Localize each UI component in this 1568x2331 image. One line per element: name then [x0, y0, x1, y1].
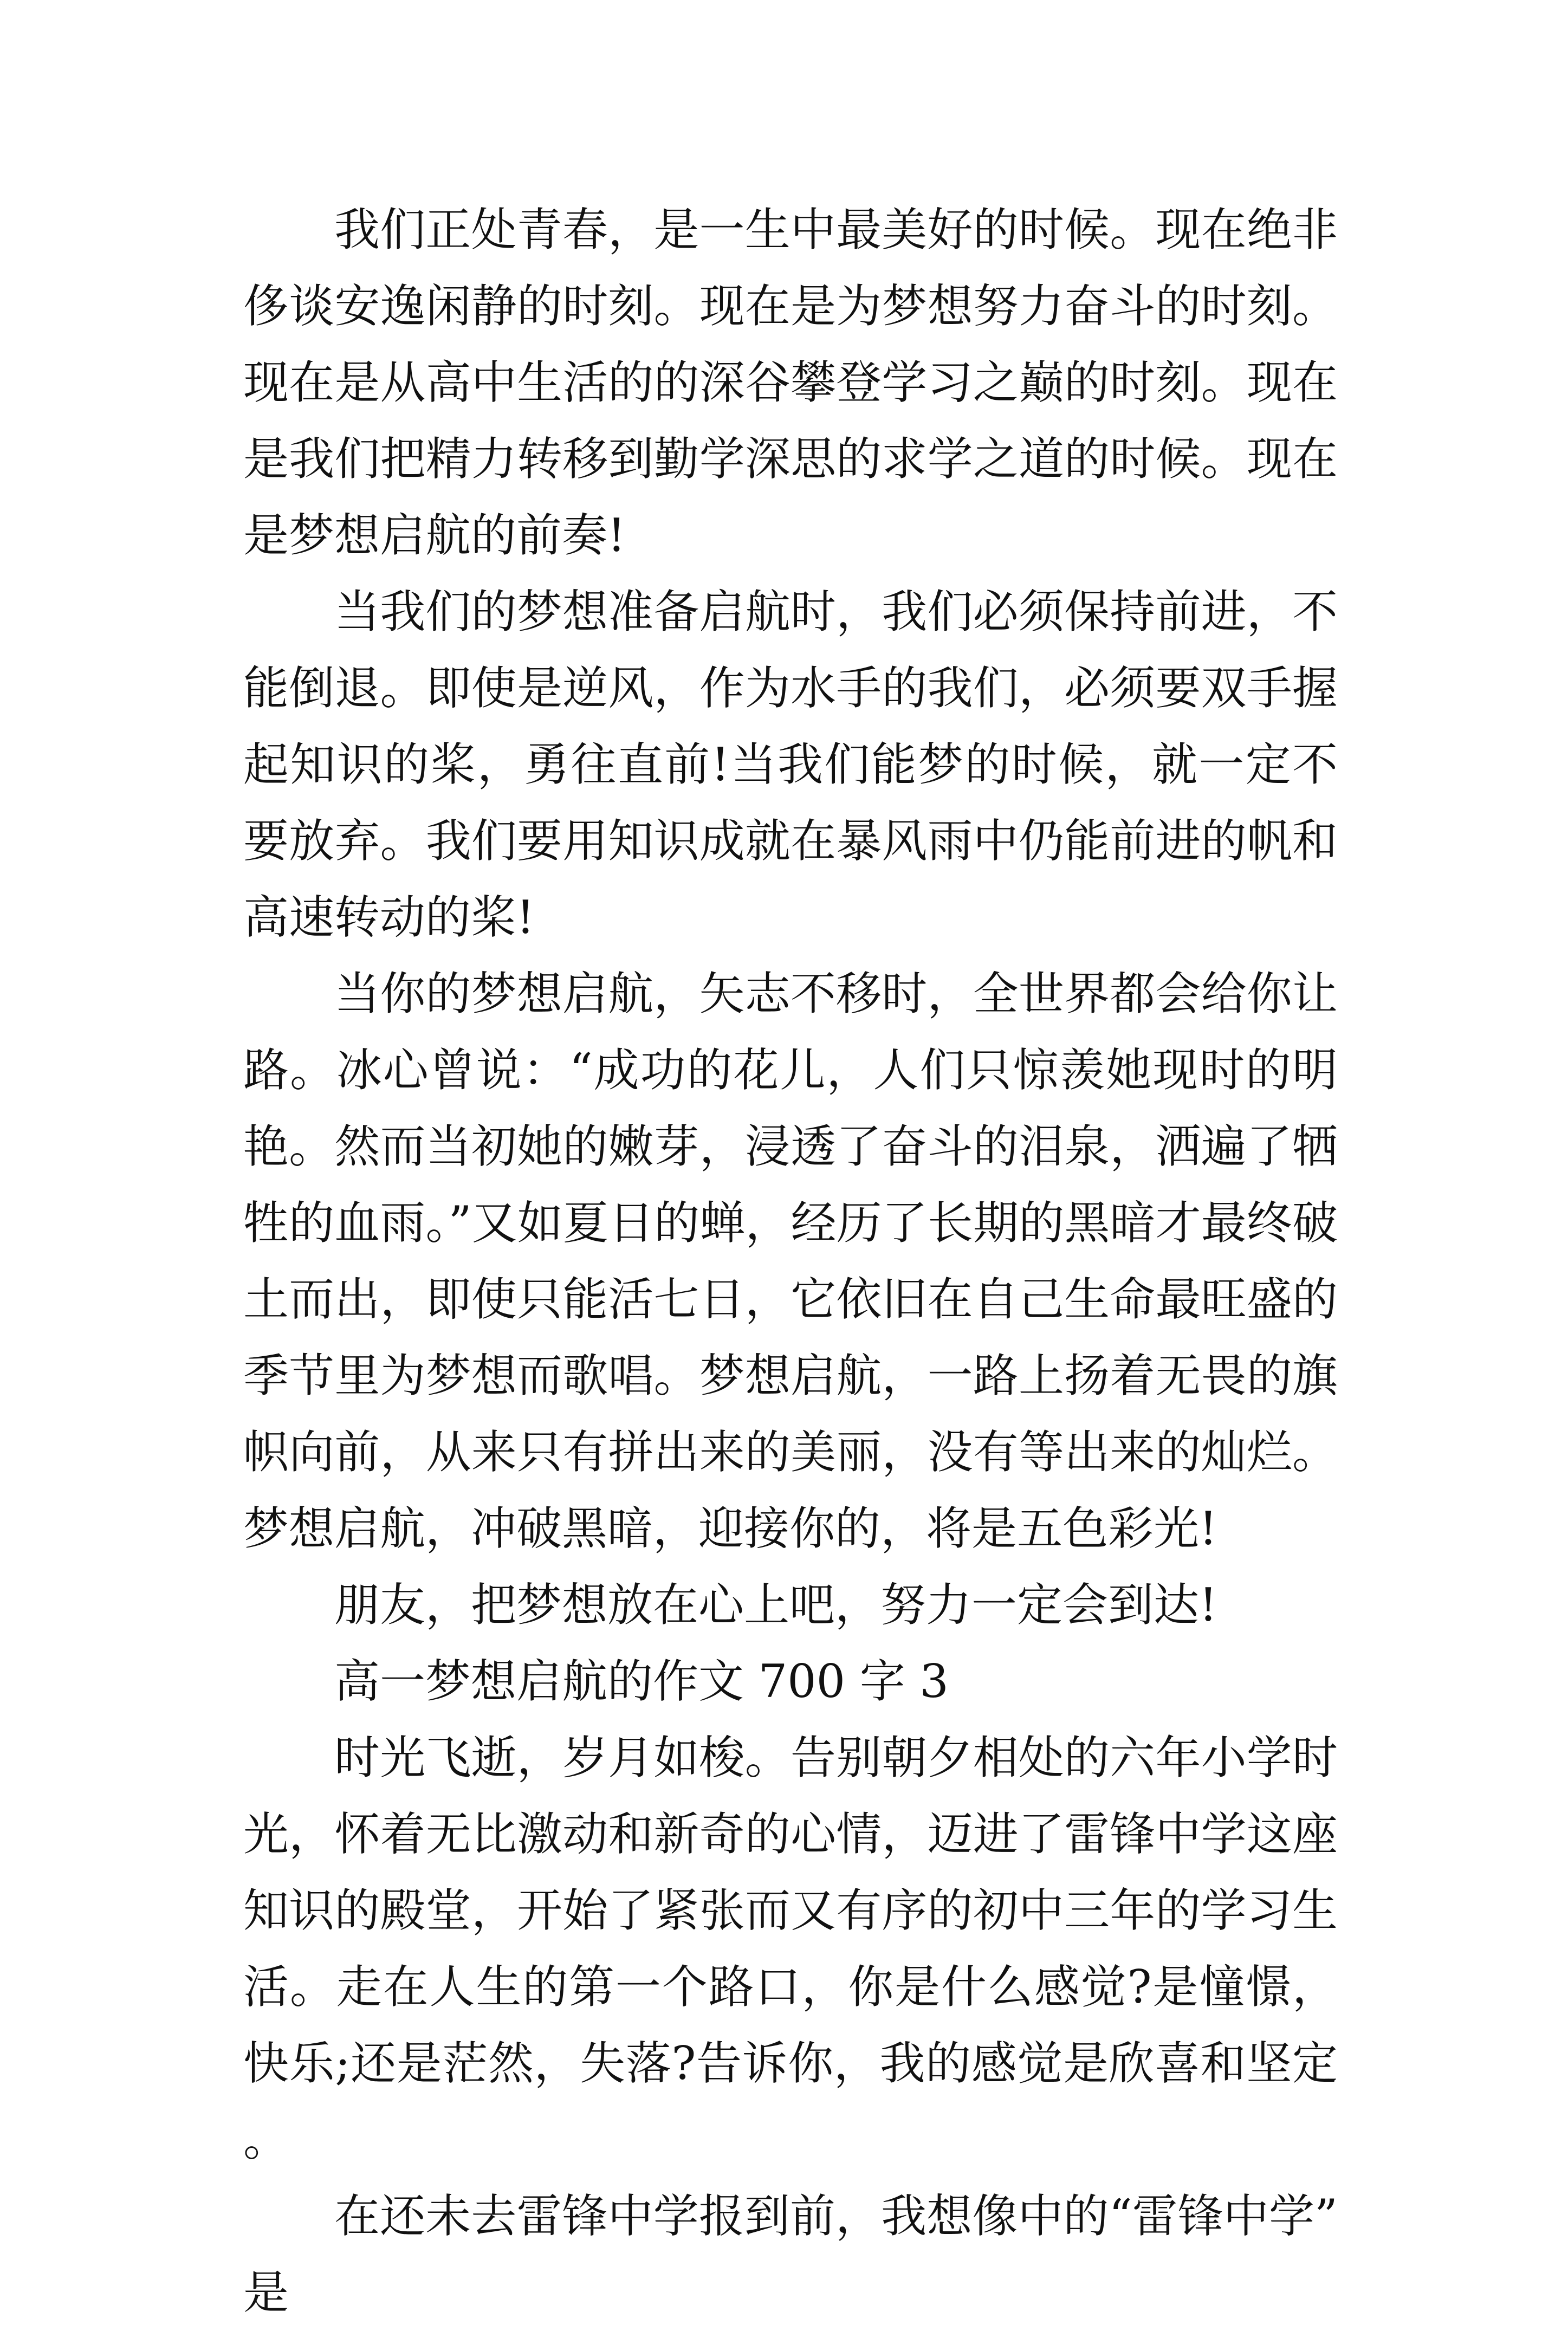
paragraph-youth: 我们正处青春，是一生中最美好的时候。现在绝非侈谈安逸闲静的时刻。现在是为梦想努力奋斗的时刻。现在是从高中生活的的深谷攀登学习之巅的时刻。现在是我们把精力转移到勤学深思的求学之道的时候。现在是梦想启航的前奏!: [243, 203, 1338, 562]
paragraph-before-enrollment: 在还未去雷锋中学报到前，我想像中的“雷锋中学”是: [243, 2190, 1338, 2319]
paragraph-persistence: 当你的梦想启航，矢志不移时，全世界都会给你让路。冰心曾说：“成功的花儿，人们只惊羡她现时的明艳。然而当初她的嫩芽，浸透了奋斗的泪泉，洒遍了牺牲的血雨。”又如夏日的蝉，经历了长期的黑暗才最终破土而出，即使只能活七日，它依旧在自己生命最旺盛的季节里为梦想而歌唱。梦想启航，一路上扬着无畏的旗帜向前，从来只有拼出来的美丽，没有等出来的灿烂。梦想启航，冲破黑暗，迎接你的，将是五色彩光!: [243, 967, 1338, 1555]
essay-heading: 高一梦想启航的作文 700 字 3: [334, 1655, 949, 1708]
document-body: [243, 192, 1338, 2331]
paragraph-time-flies: 时光飞逝，岁月如梭。告别朝夕相处的六年小学时光，怀着无比激动和新奇的心情，迈进了雷锋中学这座知识的殿堂，开始了紧张而又有序的初中三年的学习生活。走在人生的第一个路口，你是什么感觉?是憧憬，快乐;还是茫然，失落?告诉你，我的感觉是欣喜和坚定。: [243, 1731, 1338, 2166]
paragraph-set-sail: 当我们的梦想准备启航时，我们必须保持前进，不能倒退。即使是逆风，作为水手的我们，必须要双手握起知识的桨，勇往直前!当我们能梦的时候，就一定不要放弃。我们要用知识成就在暴风雨中仍能前进的帆和高速转动的桨!: [243, 585, 1338, 944]
paragraph-friend: 朋友，把梦想放在心上吧，努力一定会到达!: [334, 1578, 1217, 1631]
